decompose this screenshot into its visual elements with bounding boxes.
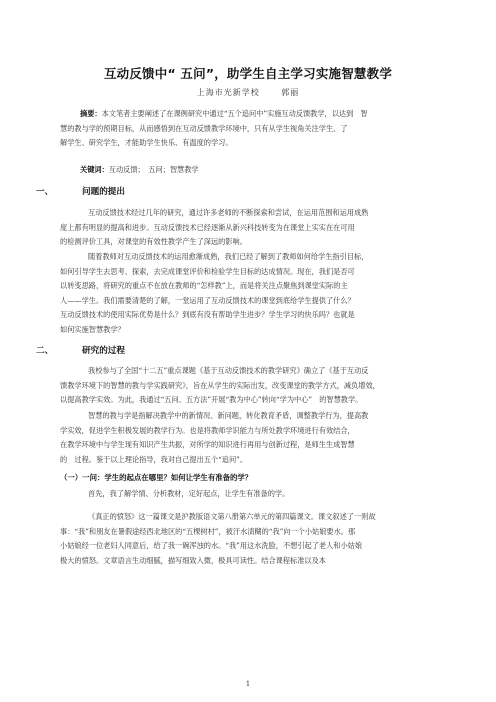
author-name: 郭丽 — [281, 88, 300, 97]
abstract-line: 慧的教与学的预期目标，从而感悟到在互动反馈教学环境中，只有从学生视角关注学生、了 — [60, 123, 348, 133]
text-line: 如何引导学生去思考、探索，去完成课堂评价和检验学生目标的达成情况。现在，我们是否可 — [60, 266, 355, 276]
section-heading-1 — [36, 185, 125, 197]
text-line: 《真正的愤怒》这一篇课文是沪教版语文第八册第六单元的第四篇课文。课文叙述了一则故 — [88, 512, 376, 521]
paper-title: 互动反馈中“ 五问”，助学生自主学习实施智慧教学 — [103, 66, 393, 81]
text-line: 以转变思路，将研究的重点不在放在教师的“怎样教”上，而是将关注点聚焦到课堂实际的主 — [60, 281, 348, 291]
text-line: 我校参与了全国“十二五”重点课题《基于互动反馈技术的教学研究》确立了《基于互动反 — [88, 366, 369, 375]
section-heading-2 — [36, 344, 125, 356]
text-line: 人——学生。我们需要清楚的了解，一堂运用了互动反馈技术的课堂到底给学生提供了什么？ — [60, 295, 355, 305]
subsection-heading: （一）一问：学生的起点在哪里？如何让学生有准备的学？ — [60, 473, 253, 482]
section1-paragraph-2 — [60, 250, 460, 338]
keywords-label: 关键词： — [80, 165, 109, 174]
text-line: 互动反馈技术经过几年的研究，通过许多老师的不断探索和尝试，在运用范围和运用成熟 — [88, 208, 369, 217]
section-number: 二、 — [36, 346, 54, 356]
abstract-line: 本文笔者主要阐述了在课例研究中通过“五个追问中”实施互动反馈教学，以达到 智 — [101, 109, 368, 118]
subsection-paragraph-2 — [60, 510, 460, 568]
text-line: 首先，我了解学情、分析教材，定好起点，让学生有准备的学。 — [88, 489, 290, 498]
author-school: 上海市光新学校 — [196, 88, 260, 97]
section2-paragraph-2 — [60, 409, 460, 467]
section-title: 研究的过程 — [82, 346, 125, 356]
text-line: 的 过程。鉴于以上理论指导，我对自己提出五个“追问”。 — [60, 454, 248, 464]
text-line: 的检测评价工具，对课堂的有效性教学产生了深远的影响。 — [60, 237, 247, 247]
abstract-line: 解学生、研究学生，才能助学生快乐、有温度的学习。 — [60, 138, 233, 148]
text-line: 智慧的教与学是指解决教学中的新情况、新问题，转化教育矛盾，调整教学行为，提高教 — [88, 411, 369, 420]
text-line: 小姑娘经一位老妇人同意后，给了我一碗浑浊的水。“我”用这水洗脸，不想引起了老人和小姑娘 — [60, 541, 363, 551]
text-line: 学实效，促进学生积极发展的教学行为。也是将教师学识能力与所处教学环境进行有效结合， — [60, 425, 355, 435]
text-line: 随着教师对互动反馈技术的运用愈渐成熟，我们已经了解到了教师如何给学生指引目标， — [88, 252, 369, 261]
text-line: 度上都有明显的提高和进步。互动反馈技术已经逐渐从新兴科技转变为在课堂上实实在在可用 — [60, 222, 355, 232]
text-line: 馈教学环境下的智慧的教与学实践研究》，旨在从学生的实际出发，改变课堂的教学方式，减负增效， — [60, 380, 380, 390]
text-line: 以提高教学实效。为此，我通过“五问、五方法”开展“教为中心”转向“学为中心” 的智慧教学。 — [60, 395, 363, 405]
text-line: 极大的愤怒。文章语言生动细腻，描写细致入微，极具可读性。结合课程标准以及本 — [60, 555, 326, 565]
keywords-text: 互动反馈； 五问；智慧教学 — [108, 165, 199, 174]
text-line: 如何实施智慧教学？ — [60, 324, 125, 334]
subsection-paragraph-1 — [60, 487, 460, 502]
author-line — [0, 87, 496, 98]
page-number: 1 — [245, 680, 251, 688]
text-line: 事：“我”和朋友在暑假途经西北地区的“五棵树村”，被汗水渍糊的“我”向一个小姑娘要水。那 — [60, 526, 356, 536]
section-title: 问题的提出 — [82, 187, 125, 197]
keywords — [60, 163, 460, 178]
abstract-label: 摘要： — [80, 109, 102, 118]
abstract — [60, 107, 460, 151]
section2-paragraph-1 — [60, 364, 460, 408]
section1-paragraph-1 — [60, 206, 460, 250]
text-line: 在教学环境中与学生现有知识产生共振，对所学的知识进行再用与创新过程，是师生生成智慧 — [60, 440, 355, 450]
text-line: 互动反馈技术的使用实际优势是什么？到底有没有帮助学生进步？学生学习的快乐吗？也就是 — [60, 310, 355, 320]
section-number: 一、 — [36, 187, 54, 197]
